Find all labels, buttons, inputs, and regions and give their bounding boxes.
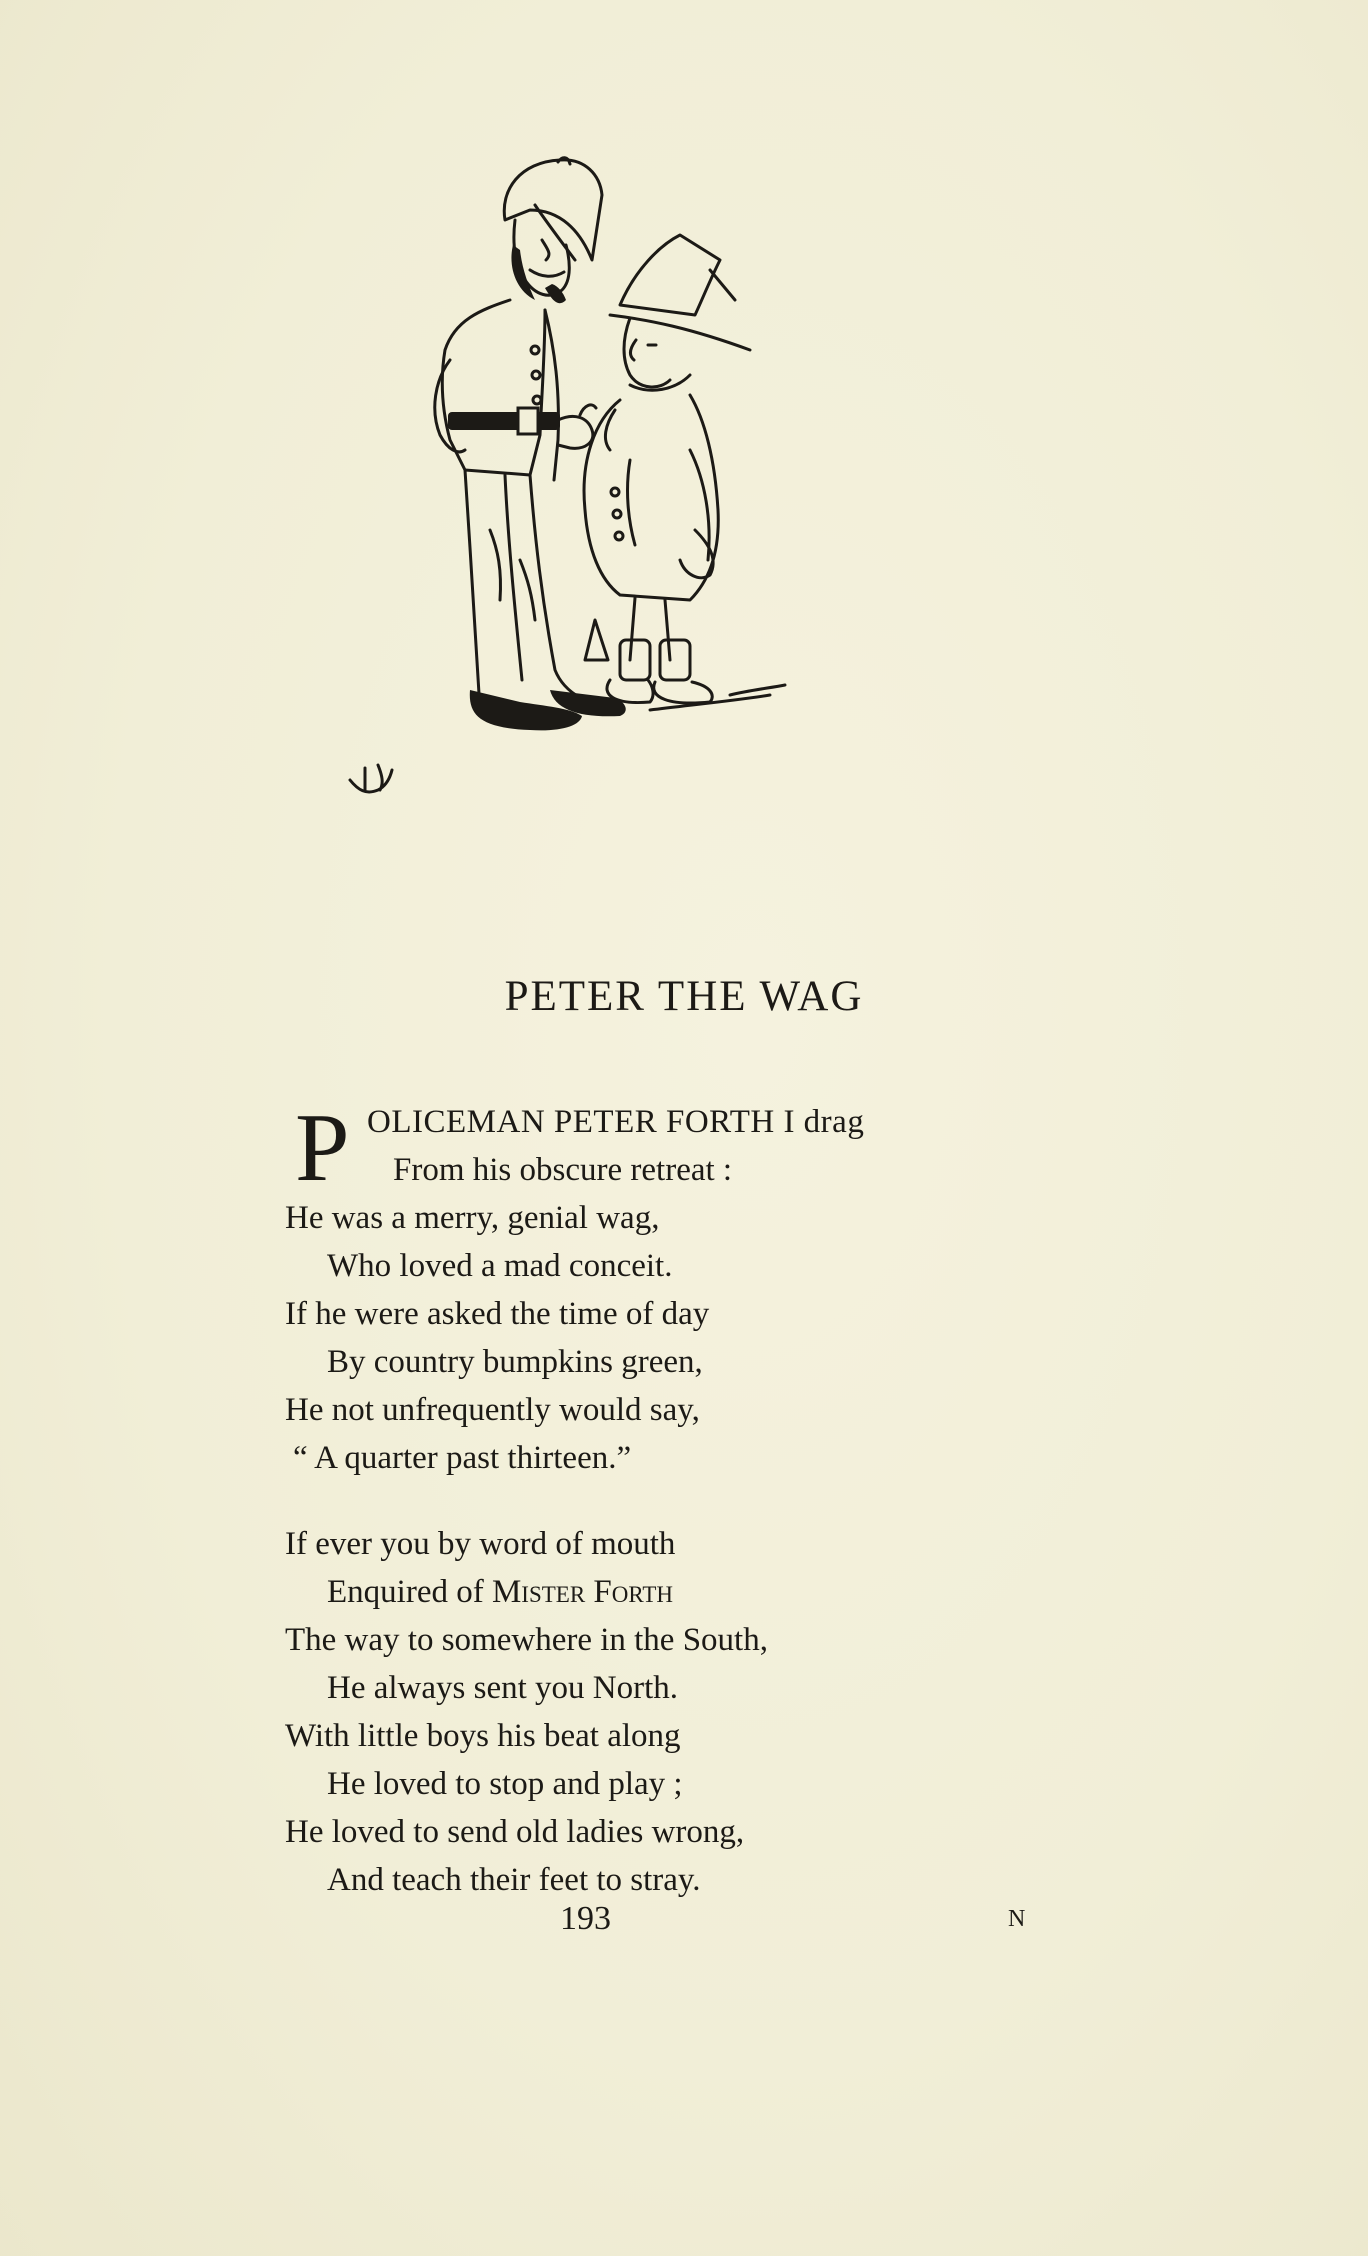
poem-line: If he were asked the time of day xyxy=(285,1296,710,1332)
signature-mark: N xyxy=(1008,1906,1026,1932)
stanza-1 xyxy=(285,1094,1045,1482)
poem-line-text: OLICEMAN PETER FORTH I drag xyxy=(367,1104,865,1140)
poem-line xyxy=(285,1568,1045,1616)
poem-line: “ A quarter past thirteen.” xyxy=(293,1440,632,1476)
poem-line: He loved to send old ladies wrong, xyxy=(285,1814,745,1850)
policeman-and-gentleman-illustration-icon xyxy=(330,150,790,830)
poem-line: He not unfrequently would say, xyxy=(285,1392,700,1428)
poem-line: If ever you by word of mouth xyxy=(285,1526,676,1562)
poem-line: By country bumpkins green, xyxy=(327,1344,703,1380)
stanza-divider xyxy=(285,1482,1045,1520)
poem-line: He was a merry, genial wag, xyxy=(285,1200,660,1236)
gentleman-figure-icon xyxy=(584,235,790,710)
poem-line: He always sent you North. xyxy=(327,1670,679,1706)
poem-title: PETER THE WAG xyxy=(504,973,864,1020)
poem-line: He loved to stop and play ; xyxy=(327,1766,683,1802)
drop-cap: P xyxy=(295,1094,350,1202)
poem-line-text: Enquired of xyxy=(327,1574,492,1610)
poem-body xyxy=(285,1094,1045,1904)
artist-monogram-icon xyxy=(350,765,392,792)
character-name: Mister Forth xyxy=(491,1574,674,1610)
poem-line: From his obscure retreat : xyxy=(393,1152,733,1188)
policeman-figure-icon xyxy=(435,158,626,731)
poem-line: And teach their feet to stray. xyxy=(327,1862,701,1898)
page-number: 193 xyxy=(560,1900,611,1937)
stanza-2 xyxy=(285,1520,1045,1904)
poem-line: With little boys his beat along xyxy=(285,1718,681,1754)
poem-line: The way to somewhere in the South, xyxy=(285,1622,768,1658)
poem-line: Who loved a mad conceit. xyxy=(327,1248,673,1284)
